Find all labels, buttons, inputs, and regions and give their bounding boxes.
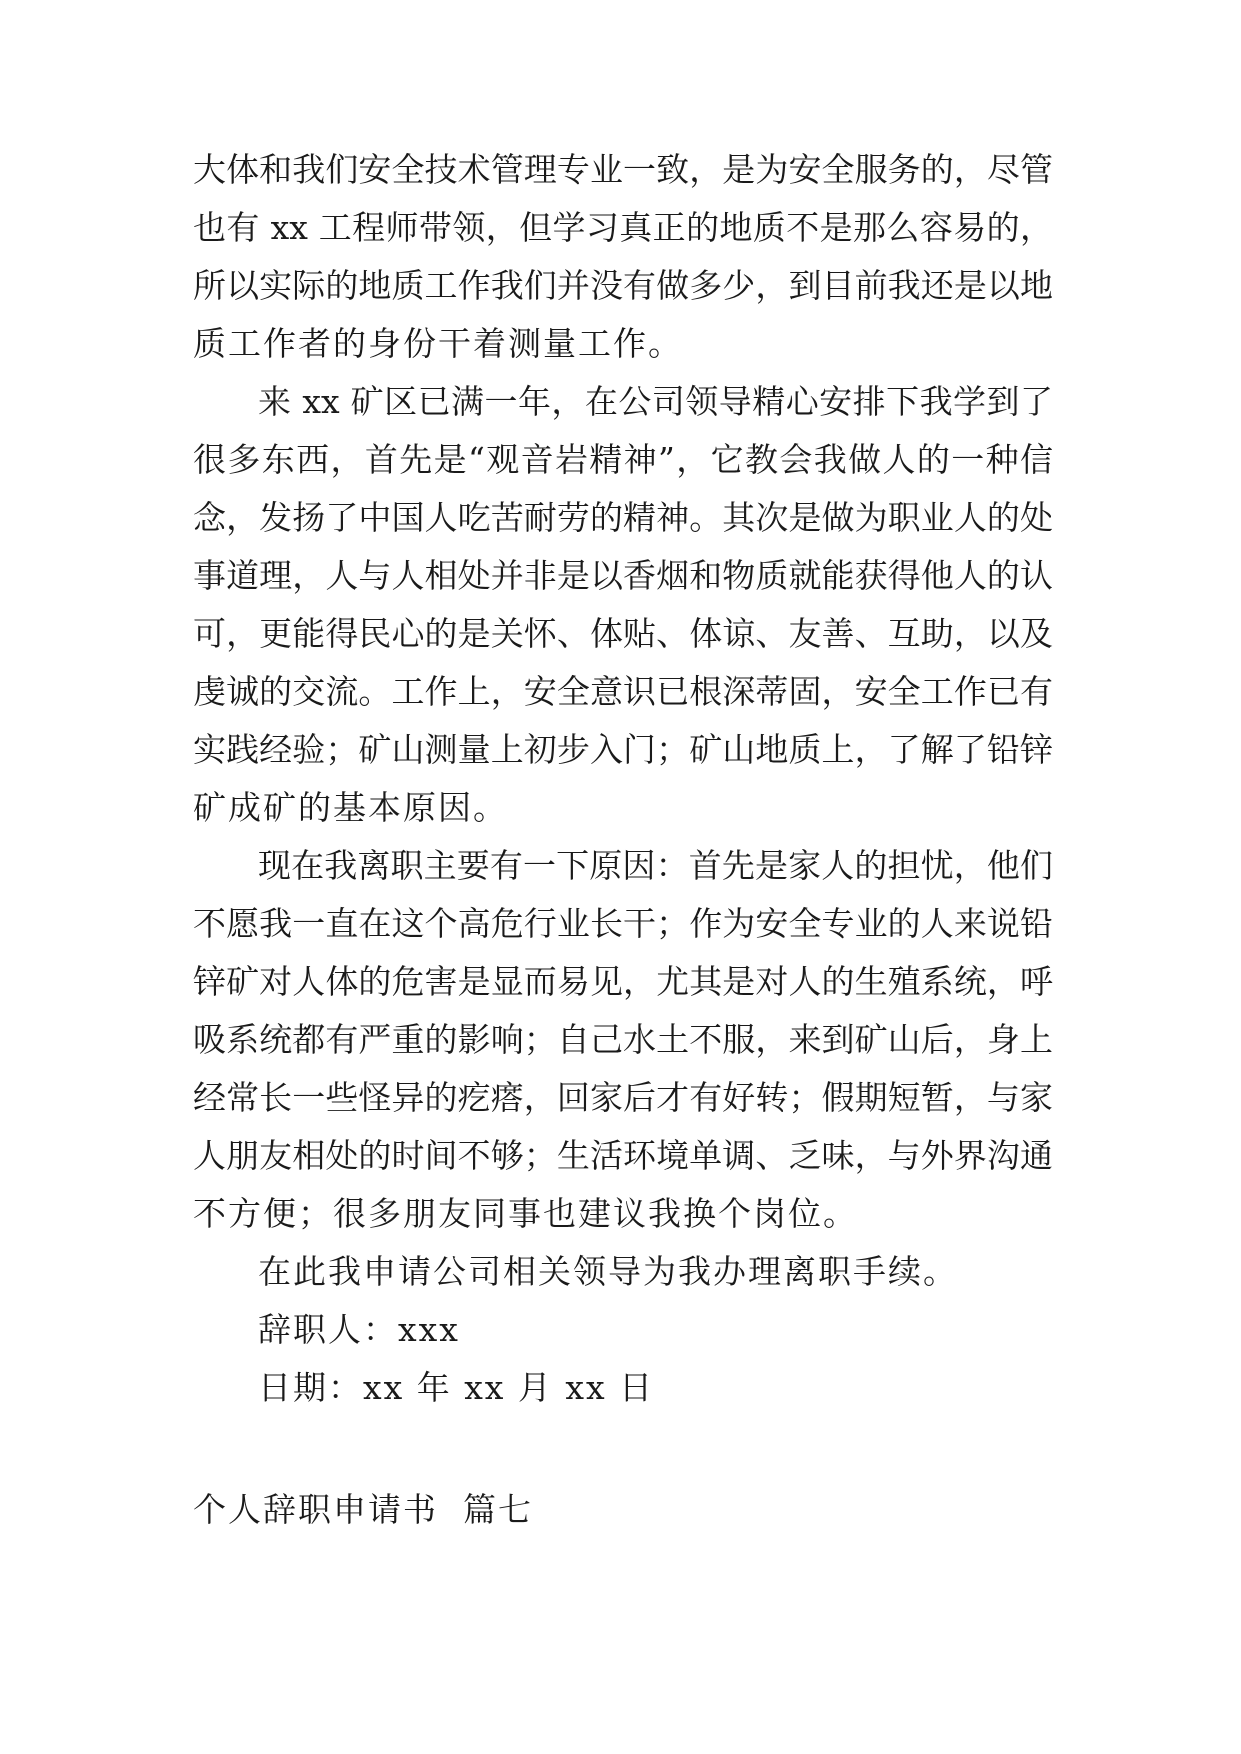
paragraph-line: 来 xx 矿区已满一年，在公司领导精心安排下我学到了 bbox=[258, 382, 1053, 421]
date-line: 日期：xx 年 xx 月 xx 日 bbox=[258, 1368, 655, 1407]
paragraph-line: 大体和我们安全技术管理专业一致，是为安全服务的，尽管 bbox=[193, 150, 1053, 189]
paragraph-line: 实践经验；矿山测量上初步入门；矿山地质上，了解了铅锌 bbox=[193, 730, 1053, 769]
paragraph-line: 经常长一些怪异的疙瘩，回家后才有好转；假期短暂，与家 bbox=[193, 1078, 1053, 1117]
request-statement: 在此我申请公司相关领导为我办理离职手续。 bbox=[258, 1252, 958, 1291]
signature-line: 辞职人：xxx bbox=[258, 1310, 460, 1349]
paragraph-line: 人朋友相处的时间不够；生活环境单调、乏味，与外界沟通 bbox=[193, 1136, 1053, 1175]
paragraph-line: 质工作者的身份干着测量工作。 bbox=[193, 324, 683, 363]
paragraph-line: 事道理，人与人相处并非是以香烟和物质就能获得他人的认 bbox=[193, 556, 1053, 595]
paragraph-line: 虔诚的交流。工作上，安全意识已根深蒂固，安全工作已有 bbox=[193, 672, 1053, 711]
paragraph-line: 不愿我一直在这个高危行业长干；作为安全专业的人来说铅 bbox=[193, 904, 1053, 943]
paragraph-line: 可，更能得民心的是关怀、体贴、体谅、友善、互助，以及 bbox=[193, 614, 1053, 653]
paragraph-line: 也有 xx 工程师带领，但学习真正的地质不是那么容易的， bbox=[193, 208, 1053, 247]
paragraph-line: 现在我离职主要有一下原因：首先是家人的担忧，他们 bbox=[258, 846, 1053, 885]
section-heading: 个人辞职申请书 篇七 bbox=[193, 1490, 533, 1529]
paragraph-line: 很多东西，首先是“观音岩精神”，它教会我做人的一种信 bbox=[193, 440, 1053, 479]
paragraph-line: 锌矿对人体的危害是显而易见，尤其是对人的生殖系统，呼 bbox=[193, 962, 1053, 1001]
paragraph-line: 矿成矿的基本原因。 bbox=[193, 788, 508, 827]
paragraph-line: 不方便；很多朋友同事也建议我换个岗位。 bbox=[193, 1194, 858, 1233]
paragraph-line: 所以实际的地质工作我们并没有做多少，到目前我还是以地 bbox=[193, 266, 1053, 305]
paragraph-line: 吸系统都有严重的影响；自己水土不服，来到矿山后，身上 bbox=[193, 1020, 1053, 1059]
paragraph-line: 念，发扬了中国人吃苦耐劳的精神。其次是做为职业人的处 bbox=[193, 498, 1053, 537]
